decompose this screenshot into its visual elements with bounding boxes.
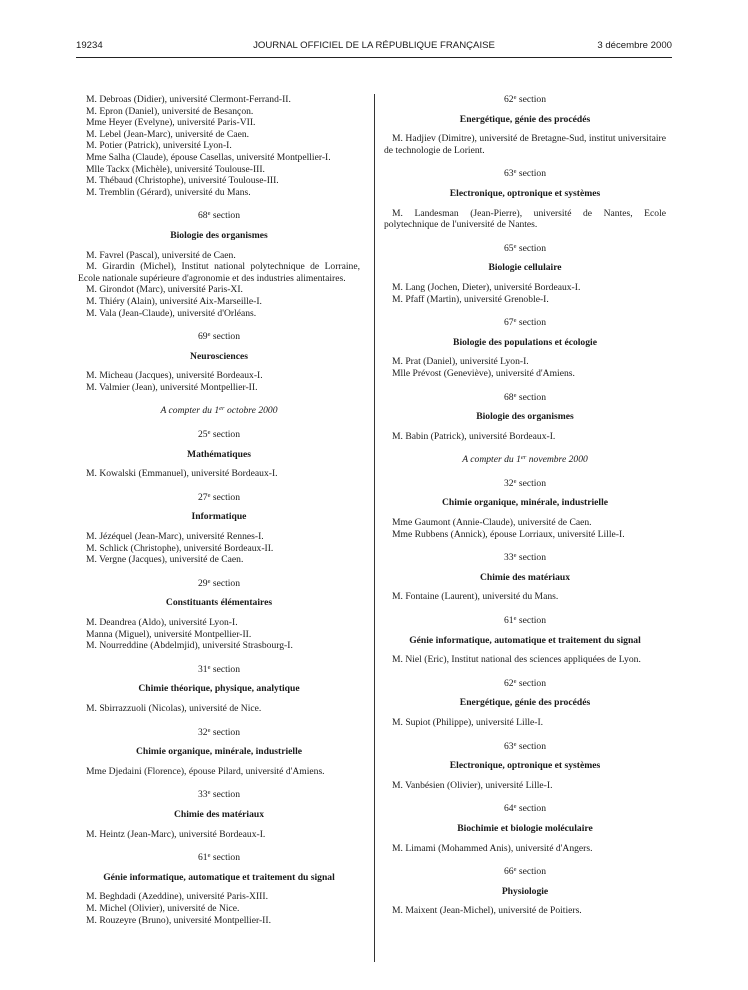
appointee-entry: M. Michel (Olivier), université de Nice. — [86, 902, 240, 914]
appointee-entry: M. Kowalski (Emmanuel), université Bordeaux-I. — [86, 468, 278, 480]
appointee-entry: M. Niel (Eric), Institut national des sciences appliquées de Lyon. — [392, 654, 641, 666]
section-ordinal-suffix: e — [513, 94, 517, 101]
section-number — [384, 741, 666, 753]
section-word: section — [210, 726, 241, 738]
section-ordinal-suffix: e — [207, 726, 211, 734]
section-ordinal-suffix: e — [513, 740, 517, 748]
section-ordinal-suffix: e — [207, 577, 211, 585]
section-word: section — [516, 168, 547, 180]
section-number — [78, 210, 360, 222]
section-number — [384, 552, 666, 564]
section-word: section — [516, 615, 547, 627]
section-title: Génie informatique, automatique et traitement du signal — [409, 634, 641, 646]
section-title: Physiologie — [501, 885, 549, 897]
appointee-entry: M. Micheau (Jacques), université Bordeaux-I. — [86, 370, 263, 382]
section-num: 69 — [197, 331, 208, 343]
section-title: Constituants élémentaires — [165, 597, 273, 609]
section-number — [78, 429, 360, 441]
section-num: 68 — [197, 210, 208, 222]
section-ordinal-suffix: e — [207, 663, 211, 671]
section-num: 64 — [503, 803, 514, 815]
appointee-entry: M. Thébaud (Christophe), université Toulouse-III. — [86, 175, 279, 187]
section-num: 32 — [197, 726, 208, 738]
section-title: Chimie des matériaux — [173, 808, 265, 820]
left-column — [78, 94, 360, 926]
section-word: section — [210, 577, 241, 589]
section-title: Chimie organique, minérale, industrielle — [441, 497, 609, 509]
section-number — [78, 492, 360, 504]
section-ordinal-suffix: e — [513, 242, 517, 250]
section-word: section — [516, 803, 547, 815]
appointee-entry: M. Lebel (Jean-Marc), université de Caen. — [86, 128, 250, 140]
section-number — [384, 94, 666, 106]
section-num: 61 — [197, 852, 208, 864]
section-word: section — [516, 677, 547, 689]
appointee-entry: M. Thiéry (Alain), université Aix-Marseille-I. — [86, 295, 262, 307]
section-title: Energétique, génie des procédés — [459, 113, 591, 125]
appointee-entry: Mme Heyer (Evelyne), université Paris-VII. — [86, 117, 256, 129]
section-title: Biochimie et biologie moléculaire — [457, 822, 593, 834]
section-word: section — [516, 740, 547, 752]
appointee-entry: M. Hadjiev (Dimitre), université de Bretagne-Sud, institut universitaire de technologie de Lorient. — [384, 133, 666, 156]
section-ordinal-suffix: e — [513, 615, 517, 623]
section-ordinal-suffix: e — [207, 210, 211, 218]
section-word: section — [210, 210, 241, 222]
appointee-entry: M. Epron (Daniel), université de Besançon. — [86, 105, 254, 117]
appointee-entry: M. Sbirrazzuoli (Nicolas), université de Nice. — [86, 702, 262, 714]
effective-date-line — [384, 454, 666, 466]
appointee-entry: M. Deandrea (Aldo), université Lyon-I. — [86, 617, 238, 628]
appointee-entry: M. Fontaine (Laurent), université du Mans. — [392, 591, 559, 603]
section-number — [384, 243, 666, 255]
section-ordinal-suffix: e — [513, 168, 517, 176]
appointee-entry: Mme Djedaini (Florence), épouse Pilard, université d'Amiens. — [86, 765, 325, 777]
page-number: 19234 — [76, 40, 103, 51]
section-ordinal-suffix: e — [513, 391, 517, 399]
section-word: section — [210, 331, 241, 343]
section-ordinal-suffix: e — [513, 677, 517, 685]
appointee-entry: M. Girardin (Michel), Institut national polytechnique de Lorraine, Ecole nationale supérieure d'agronomie et des industries alimentaires. — [78, 261, 360, 284]
section-number — [384, 317, 666, 329]
section-ordinal-suffix: e — [207, 852, 211, 860]
appointee-entry: M. Supiot (Philippe), université Lille-I. — [392, 717, 544, 728]
section-number — [78, 852, 360, 864]
section-number — [384, 392, 666, 404]
right-column — [384, 94, 666, 917]
section-word: section — [210, 789, 241, 801]
appointee-entry: Mlle Prévost (Geneviève), université d'Amiens. — [392, 367, 575, 379]
appointee-entry: M. Girondot (Marc), université Paris-XI. — [86, 284, 243, 296]
section-ordinal-suffix: e — [207, 789, 211, 797]
appointee-entry: M. Jézéquel (Jean-Marc), université Rennes-I. — [86, 531, 264, 543]
section-num: 65 — [503, 242, 514, 254]
date-prefix: A compter du 1 — [462, 454, 521, 466]
section-word: section — [516, 866, 547, 878]
section-num: 32 — [503, 477, 514, 489]
appointee-entry: M. Pfaff (Martin), université Grenoble-I. — [392, 293, 549, 305]
date-suffix: octobre 2000 — [224, 405, 278, 417]
section-number — [384, 803, 666, 815]
section-num: 29 — [197, 577, 208, 589]
section-number — [384, 615, 666, 627]
section-word: section — [210, 491, 241, 503]
section-ordinal-suffix: e — [513, 866, 517, 874]
section-word: section — [516, 391, 547, 403]
section-num: 61 — [503, 615, 514, 627]
section-num: 63 — [503, 168, 514, 180]
section-number — [78, 789, 360, 801]
appointee-entry: M. Limami (Mohammed Anis), université d'Angers. — [392, 842, 593, 854]
section-title: Mathématiques — [187, 448, 251, 460]
appointee-entry: M. Valmier (Jean), université Montpellier-II. — [86, 381, 258, 393]
section-word: section — [516, 477, 547, 489]
effective-date-line — [78, 405, 360, 417]
section-num: 63 — [503, 740, 514, 752]
section-title: Biologie des populations et écologie — [453, 336, 597, 348]
appointee-entry: Mme Rubbens (Annick), épouse Lorriaux, université Lille-I. — [392, 528, 625, 540]
issue-date: 3 décembre 2000 — [597, 40, 672, 51]
date-suffix: novembre 2000 — [526, 454, 588, 466]
section-ordinal-suffix: e — [207, 429, 211, 437]
section-word: section — [516, 242, 547, 254]
section-title: Biologie des organismes — [170, 229, 268, 241]
appointee-entry: M. Vanbésien (Olivier), université Lille-I. — [392, 779, 553, 791]
appointee-entry: M. Debroas (Didier), université Clermont-Ferrand-II. — [86, 94, 291, 105]
section-num: 25 — [197, 429, 208, 441]
section-number — [384, 168, 666, 180]
section-title: Electronique, optronique et systèmes — [449, 760, 601, 772]
date-ordinal: er — [520, 454, 527, 462]
section-ordinal-suffix: e — [207, 491, 211, 499]
section-title: Biologie des organismes — [476, 411, 574, 423]
appointee-entry: M. Heintz (Jean-Marc), université Bordeaux-I. — [86, 828, 266, 840]
appointee-entry: Manna (Miguel), université Montpellier-II. — [86, 628, 252, 640]
appointee-entry: M. Beghdadi (Azeddine), université Paris-XIII. — [86, 891, 268, 903]
page-header — [76, 40, 672, 56]
section-num: 31 — [197, 663, 208, 675]
appointee-entry: M. Prat (Daniel), université Lyon-I. — [392, 356, 529, 368]
section-ordinal-suffix: e — [207, 331, 211, 339]
section-ordinal-suffix: e — [513, 477, 517, 485]
section-word: section — [516, 552, 547, 564]
appointee-entry: Mme Salha (Claude), épouse Casellas, université Montpellier-I. — [86, 151, 331, 163]
column-divider — [374, 94, 375, 962]
section-word: section — [516, 94, 547, 105]
section-num: 68 — [503, 391, 514, 403]
section-word: section — [210, 429, 241, 441]
section-num: 33 — [197, 789, 208, 801]
section-ordinal-suffix: e — [513, 552, 517, 560]
section-number — [78, 727, 360, 739]
section-title: Chimie organique, minérale, industrielle — [135, 746, 303, 758]
appointee-entry: M. Nourreddine (Abdelmjid), université Strasbourg-I. — [86, 640, 293, 652]
appointee-entry: M. Rouzeyre (Bruno), université Montpellier-II. — [86, 914, 271, 926]
section-ordinal-suffix: e — [513, 803, 517, 811]
section-ordinal-suffix: e — [513, 317, 517, 325]
section-title: Neurosciences — [190, 350, 248, 362]
section-word: section — [210, 663, 241, 675]
section-title: Informatique — [191, 511, 247, 523]
date-ordinal: er — [219, 405, 225, 413]
section-title: Electronique, optronique et systèmes — [449, 187, 601, 199]
section-word: section — [516, 317, 547, 329]
section-num: 62 — [503, 677, 514, 689]
header-rule — [76, 57, 672, 58]
section-num: 66 — [503, 866, 514, 878]
appointee-entry: Mme Gaumont (Annie-Claude), université de Caen. — [392, 517, 592, 529]
section-num: 33 — [503, 552, 514, 564]
section-title: Génie informatique, automatique et traitement du signal — [103, 871, 335, 883]
section-title: Chimie théorique, physique, analytique — [138, 683, 300, 695]
appointee-entry: M. Vala (Jean-Claude), université d'Orléans. — [86, 307, 257, 319]
appointee-entry: M. Tremblin (Gérard), université du Mans. — [86, 186, 251, 198]
section-number — [78, 578, 360, 590]
appointee-entry: M. Lang (Jochen, Dieter), université Bordeaux-I. — [392, 281, 581, 293]
section-title: Energétique, génie des procédés — [459, 697, 591, 709]
appointee-entry: M. Vergne (Jacques), université de Caen. — [86, 554, 244, 566]
section-num: 67 — [503, 317, 514, 329]
section-number — [384, 478, 666, 490]
appointee-entry: Mlle Tackx (Michèle), université Toulouse-III. — [86, 163, 265, 175]
section-title: Chimie des matériaux — [479, 571, 571, 583]
appointee-entry: M. Potier (Patrick), université Lyon-I. — [86, 140, 232, 152]
section-number — [384, 678, 666, 690]
appointee-entry: M. Maixent (Jean-Michel), université de Poitiers. — [392, 905, 582, 917]
section-num: 27 — [197, 491, 208, 503]
appointee-entry: M. Schlick (Christophe), université Bordeaux-II. — [86, 542, 274, 554]
appointee-entry: M. Babin (Patrick), université Bordeaux-I. — [392, 430, 556, 442]
section-num: 62 — [503, 94, 514, 105]
section-title: Biologie cellulaire — [488, 262, 562, 274]
appointee-entry: M. Favrel (Pascal), université de Caen. — [86, 249, 236, 261]
section-number — [384, 866, 666, 878]
appointee-entry: M. Landesman (Jean-Pierre), université de Nantes, Ecole polytechnique de l'université de Nantes. — [384, 207, 666, 231]
section-number — [78, 664, 360, 676]
journal-title: JOURNAL OFFICIEL DE LA RÉPUBLIQUE FRANÇAISE — [253, 40, 495, 51]
section-number — [78, 331, 360, 343]
date-prefix: A compter du 1 — [160, 405, 220, 417]
section-word: section — [210, 852, 241, 864]
